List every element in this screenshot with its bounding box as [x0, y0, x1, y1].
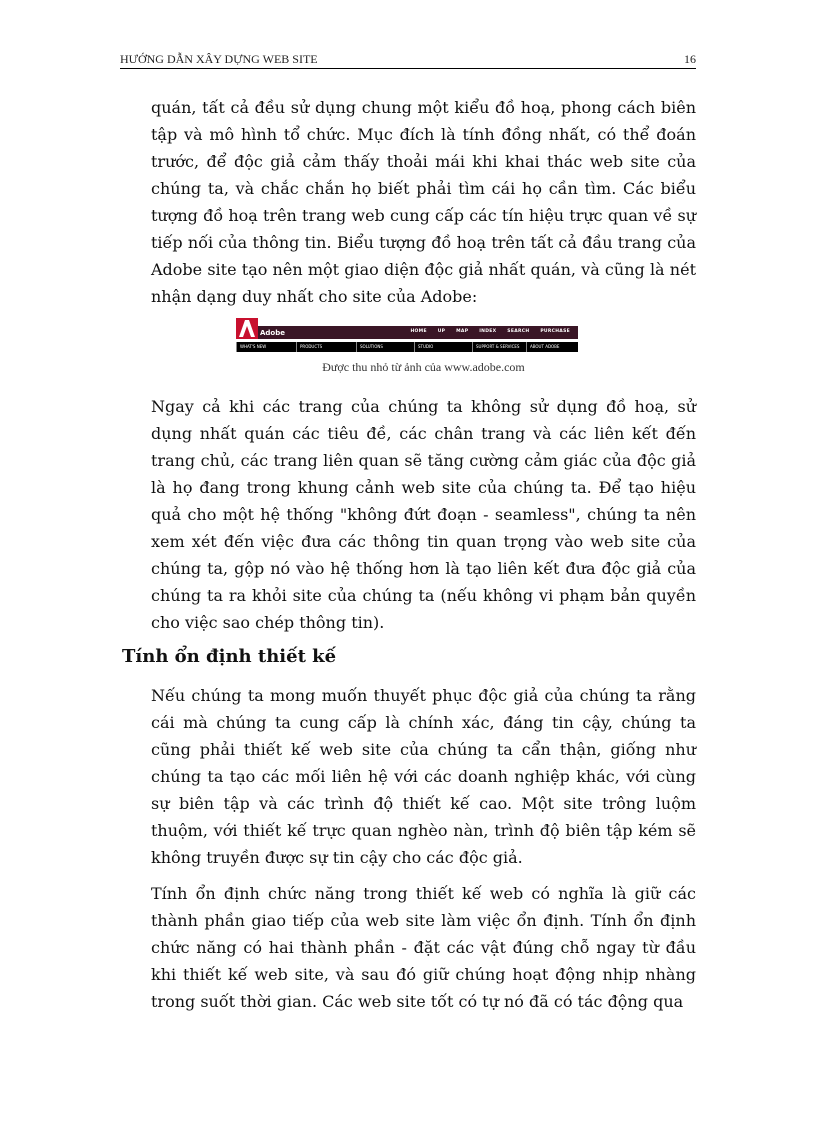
paragraph-seamless: Ngay cả khi các trang của chúng ta không sử dụng đồ hoạ, sử dụng nhất quán các tiêu đề, các chân trang và các liên kết đến trang chủ, các trang liên quan sẽ tăng cường cảm giác của độc giả là họ đang trong khung cảnh web site của chúng ta. Để tạo hiệu quả cho một hệ thống "không đứt đoạn - seamless", chúng ta nên xem xét đến việc đưa các thông tin quan trọng vào web site của chúng ta, gộp nó vào hệ thống hơn là tạo liên kết đưa độc giả của chúng ta ra khỏi site của chúng ta (nếu không vi phạm bản quyền cho việc sao chép thông tin). [151, 397, 696, 632]
running-header [120, 52, 696, 69]
paragraph-consistency: quán, tất cả đều sử dụng chung một kiểu đồ hoạ, phong cách biên tập và mô hình tổ chức. Mục đích là tính đồng nhất, có thể đoán trước, để độc giả cảm thấy thoải mái khi khai thác web site của chúng ta, và chắc chắn họ biết phải tìm cái họ cần tìm. Các biểu tượng đồ hoạ trên trang web cung cấp các tín hiệu trực quan về sự tiếp nối của thông tin. Biểu tượng đồ hoạ trên tất cả đầu trang của Adobe site tạo nên một giao diện độc giả nhất quán, và cũng là nét nhận dạng duy nhất cho site của Adobe: [151, 98, 696, 306]
paragraph-functional-stability: Tính ổn định chức năng trong thiết kế web có nghĩa là giữ các thành phần giao tiếp của web site làm việc ổn định. Tính ổn định chức năng có hai thành phần - đặt các vật đúng chỗ ngay từ đầu khi thiết kế web site, và sau đó giữ chúng hoạt động nhịp nhàng trong suốt thời gian. Các web site tốt có tự nó đã có tác động qua [151, 884, 696, 1011]
figure-caption: Được thu nhỏ từ ảnh của www.adobe.com [322, 360, 525, 374]
banner-top-links [401, 329, 570, 334]
banner-link-purchase: PURCHASE [540, 329, 570, 334]
page-number: 16 [684, 52, 696, 66]
banner-link-search: SEARCH [507, 329, 530, 334]
adobe-logo-icon [236, 318, 258, 339]
header-title: HƯỚNG DẪN XÂY DỰNG WEB SITE [120, 52, 318, 66]
banner-link-support: SUPPORT & SERVICES [472, 342, 526, 352]
banner-bottom-bar [236, 342, 578, 352]
banner-link-up: UP [437, 329, 446, 334]
banner-link-about: ABOUT ADOBE [526, 342, 574, 352]
banner-link-map: MAP [456, 329, 469, 334]
banner-link-solutions: SOLUTIONS [356, 342, 414, 352]
section-heading: Tính ổn định thiết kế [122, 646, 337, 667]
banner-link-studio: STUDIO [414, 342, 472, 352]
banner-link-whats-new: WHAT'S NEW [236, 342, 296, 352]
banner-link-home: HOME [410, 329, 427, 334]
banner-logo-text: Adobe [260, 329, 285, 337]
paragraph-credibility: Nếu chúng ta mong muốn thuyết phục độc giả của chúng ta rằng cái mà chúng ta cung cấp là chính xác, đáng tin cậy, chúng ta cũng phải thiết kế web site của chúng ta cẩn thận, giống như chúng ta tạo các mối liên hệ với các doanh nghiệp khác, với cùng sự biên tập và các trình độ thiết kế cao. Một site trông luộm thuộm, với thiết kế trực quan nghèo nàn, trình độ biên tập kém sẽ không truyền được sự tin cậy cho các độc giả. [151, 686, 696, 867]
adobe-a-icon [236, 318, 258, 339]
banner-link-products: PRODUCTS [296, 342, 356, 352]
banner-link-index: INDEX [479, 329, 497, 334]
adobe-banner-image [236, 318, 578, 353]
